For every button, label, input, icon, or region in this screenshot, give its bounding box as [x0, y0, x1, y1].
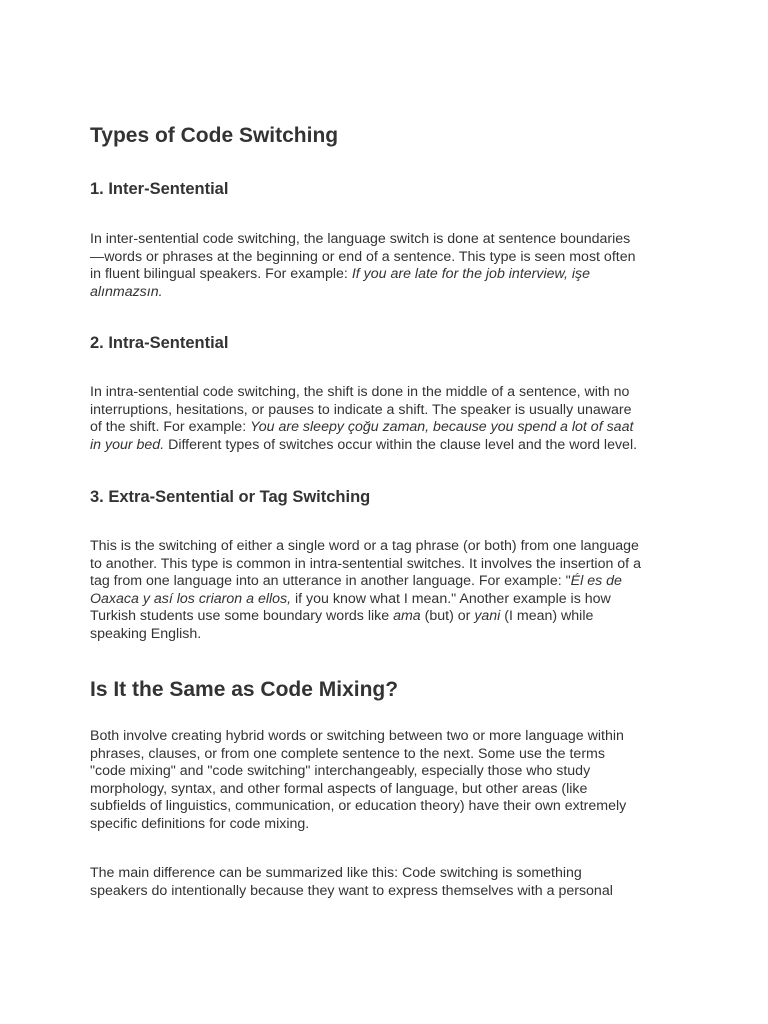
page-title: Types of Code Switching [90, 124, 339, 147]
text-run: (I mean) while [500, 608, 594, 625]
section-title-code-mixing: Is It the Same as Code Mixing? [90, 678, 399, 701]
text-run: speaking English. [90, 625, 202, 642]
text-line [90, 231, 690, 249]
text-line [90, 437, 690, 455]
text-line [90, 538, 690, 556]
text-run: The main difference can be summarized like this: Code switching is something [90, 865, 582, 881]
text-run: (but) or [420, 608, 475, 625]
paragraph-code-mixing-2 [90, 865, 690, 900]
text-line [90, 626, 690, 644]
italic-text: ama [393, 608, 421, 625]
text-run: if you know what I mean." Another example is how [291, 590, 611, 607]
text-run: specific definitions for code mixing. [90, 815, 310, 832]
text-run: This is the switching of either a single word or a tag phrase (or both) from one language [90, 538, 639, 554]
text-run: interruptions, hesitations, or pauses to indicate a shift. The speaker is usually unaware [90, 401, 632, 418]
italic-text: in your bed. [90, 436, 165, 453]
paragraph-extra-sentential [90, 538, 690, 644]
italic-text: yani [474, 608, 501, 625]
text-run: —words or phrases at the beginning or end of a sentence. This type is seen most often [90, 248, 636, 265]
text-line [90, 402, 690, 420]
text-run: subfields of linguistics, communication, or education theory) have their own extremely [90, 798, 627, 815]
text-line [90, 798, 690, 816]
paragraph-code-mixing-1 [90, 728, 690, 834]
text-run: "code mixing" and "code switching" interchangeably, especially those who study [90, 763, 591, 780]
text-run: in fluent bilingual speakers. For example: [90, 266, 352, 283]
text-line [90, 865, 690, 883]
text-line [90, 266, 690, 284]
text-line [90, 419, 690, 437]
text-line [90, 591, 690, 609]
text-line [90, 556, 690, 574]
italic-text: Oaxaca y así los criaron a ellos, [90, 590, 292, 607]
italic-text: alınmazsın. [90, 283, 163, 300]
text-run: In intra-sentential code switching, the shift is done in the middle of a sentence, with no [90, 384, 630, 400]
italic-text: If you are late for the job interview, işe [351, 266, 590, 283]
text-line [90, 284, 690, 302]
text-run: morphology, syntax, and other formal aspects of language, but other areas (like [90, 780, 588, 797]
text-line [90, 763, 690, 781]
text-line [90, 608, 690, 626]
text-run: Turkish students use some boundary words like [90, 608, 394, 625]
text-line [90, 384, 690, 402]
text-line [90, 781, 690, 799]
text-line [90, 249, 690, 267]
paragraph-intra-sentential [90, 384, 690, 454]
text-run: phrases, clauses, or from one complete sentence to the next. Some use the terms [90, 745, 605, 762]
italic-text: Él es de [570, 573, 622, 590]
text-run: Different types of switches occur within the clause level and the word level. [164, 436, 638, 453]
section-heading-extra-sentential: 3. Extra-Sentential or Tag Switching [90, 488, 371, 506]
text-line [90, 816, 690, 834]
text-run: to another. This type is common in intra-sentential switches. It involves the insertion of a [90, 555, 641, 572]
text-run: speakers do intentionally because they want to express themselves with a personal [90, 882, 613, 899]
paragraph-inter-sentential [90, 231, 690, 301]
text-line [90, 728, 690, 746]
text-run: of the shift. For example: [90, 419, 251, 436]
text-run: tag from one language into an utterance in another language. For example: " [90, 573, 571, 590]
text-run: Both involve creating hybrid words or switching between two or more language within [90, 728, 624, 744]
section-heading-intra-sentential: 2. Intra-Sentential [90, 334, 229, 352]
text-line [90, 573, 690, 591]
italic-text: You are sleepy çoğu zaman, because you spend a lot of saat [250, 419, 634, 436]
text-line [90, 883, 690, 901]
text-line [90, 746, 690, 764]
text-run: In inter-sentential code switching, the language switch is done at sentence boundaries [90, 231, 631, 247]
section-heading-inter-sentential: 1. Inter-Sentential [90, 180, 229, 198]
